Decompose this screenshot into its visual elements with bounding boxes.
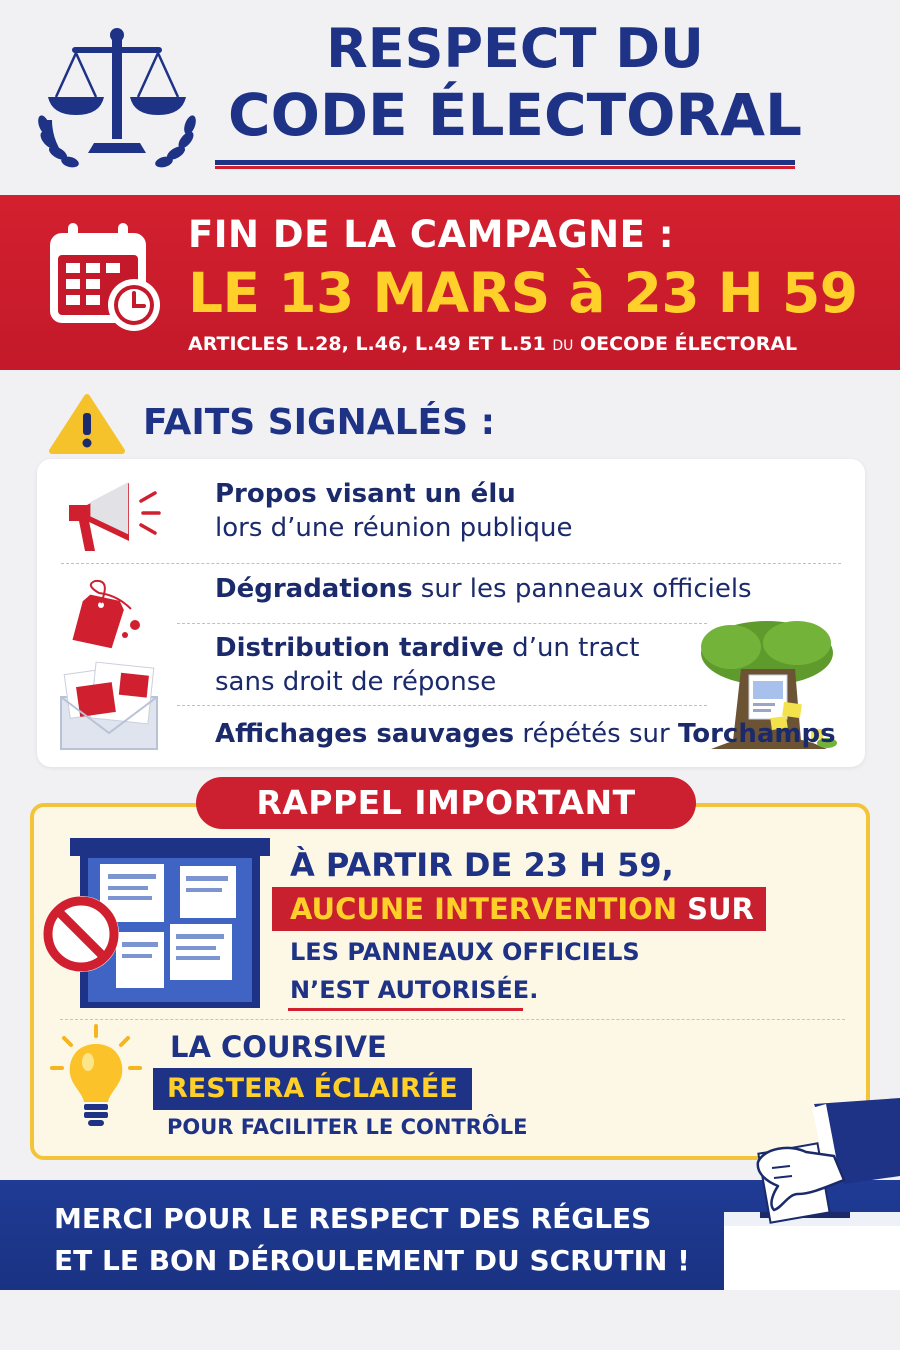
rappel-title: RAPPEL IMPORTANT xyxy=(196,777,696,829)
price-tag-icon xyxy=(71,575,151,651)
articles-suffix: OECODE ÉLECTORAL xyxy=(573,333,798,355)
divider xyxy=(177,623,707,624)
faits-signales-title: FAITS SIGNALÉS : xyxy=(143,402,495,443)
fact-item-4 xyxy=(215,717,836,751)
fact-2-bold: Dégradations xyxy=(215,574,413,604)
fact-1-sub: lors d’une réunion publique xyxy=(215,513,573,543)
page-title xyxy=(215,17,815,149)
fact-4-rest: répétés sur xyxy=(514,719,678,749)
rappel-underline xyxy=(288,1008,523,1011)
fact-1-bold: Propos visant un élu xyxy=(215,479,516,509)
rappel-highlight-after: SUR xyxy=(685,887,766,931)
megaphone-icon xyxy=(61,475,161,557)
title-underline-red xyxy=(215,166,795,169)
warning-icon xyxy=(48,393,126,455)
coursive-highlight: RESTERA ÉCLAIRÉE xyxy=(153,1068,472,1110)
fact-3-sub: sans droit de réponse xyxy=(215,667,497,697)
calendar-clock-icon xyxy=(46,219,166,334)
articles-prefix: ARTICLES L.28, L.46, L.49 ET L.51 xyxy=(188,333,553,355)
footer-line-2: ET LE BON DÉROULEMENT DU SCRUTIN ! xyxy=(54,1244,690,1277)
rappel-line-4: N’EST AUTORISÉE. xyxy=(290,976,539,1004)
fact-3-rest: d’un tract xyxy=(503,633,640,663)
articles-reference xyxy=(188,333,797,355)
prohibited-icon xyxy=(40,893,122,975)
campaign-end-date: LE 13 MARS à 23 H 59 xyxy=(188,261,858,325)
rappel-line-1: À PARTIR DE 23 H 59, xyxy=(290,846,674,884)
faits-card xyxy=(37,459,865,767)
divider xyxy=(61,563,841,564)
lightbulb-icon xyxy=(46,1022,146,1134)
campaign-end-label: FIN DE LA CAMPAGNE : xyxy=(188,213,675,256)
campaign-end-banner xyxy=(0,195,900,370)
rappel-line-2 xyxy=(272,887,766,931)
coursive-line-1: LA COURSIVE xyxy=(170,1030,387,1064)
fact-item-3 xyxy=(215,631,639,699)
ballot-box-hand-icon xyxy=(694,1098,900,1290)
fact-item-2 xyxy=(215,572,752,606)
coursive-line-3: POUR FACILITER LE CONTRÔLE xyxy=(167,1115,528,1139)
envelope-tract-icon xyxy=(57,657,161,753)
fact-item-1 xyxy=(215,477,572,545)
title-underline-blue xyxy=(215,160,795,165)
fact-4-bold: Affichages sauvages xyxy=(215,719,515,749)
footer-line-1: MERCI POUR LE RESPECT DES RÉGLES xyxy=(54,1202,652,1235)
title-line-2: CODE ÉLECTORAL xyxy=(228,81,802,149)
fact-2-rest: sur les panneaux officiels xyxy=(412,574,752,604)
title-line-1: RESPECT DU xyxy=(326,17,704,80)
rappel-highlight: AUCUNE INTERVENTION xyxy=(272,887,685,931)
rappel-line-3: LES PANNEAUX OFFICIELS xyxy=(290,938,640,966)
fact-3-bold: Distribution tardive xyxy=(215,633,504,663)
scales-of-justice-icon xyxy=(32,25,202,170)
divider xyxy=(177,705,707,706)
fact-4-bold2: Torchamps xyxy=(677,719,836,749)
articles-du: DU xyxy=(552,338,574,354)
divider xyxy=(60,1019,845,1020)
